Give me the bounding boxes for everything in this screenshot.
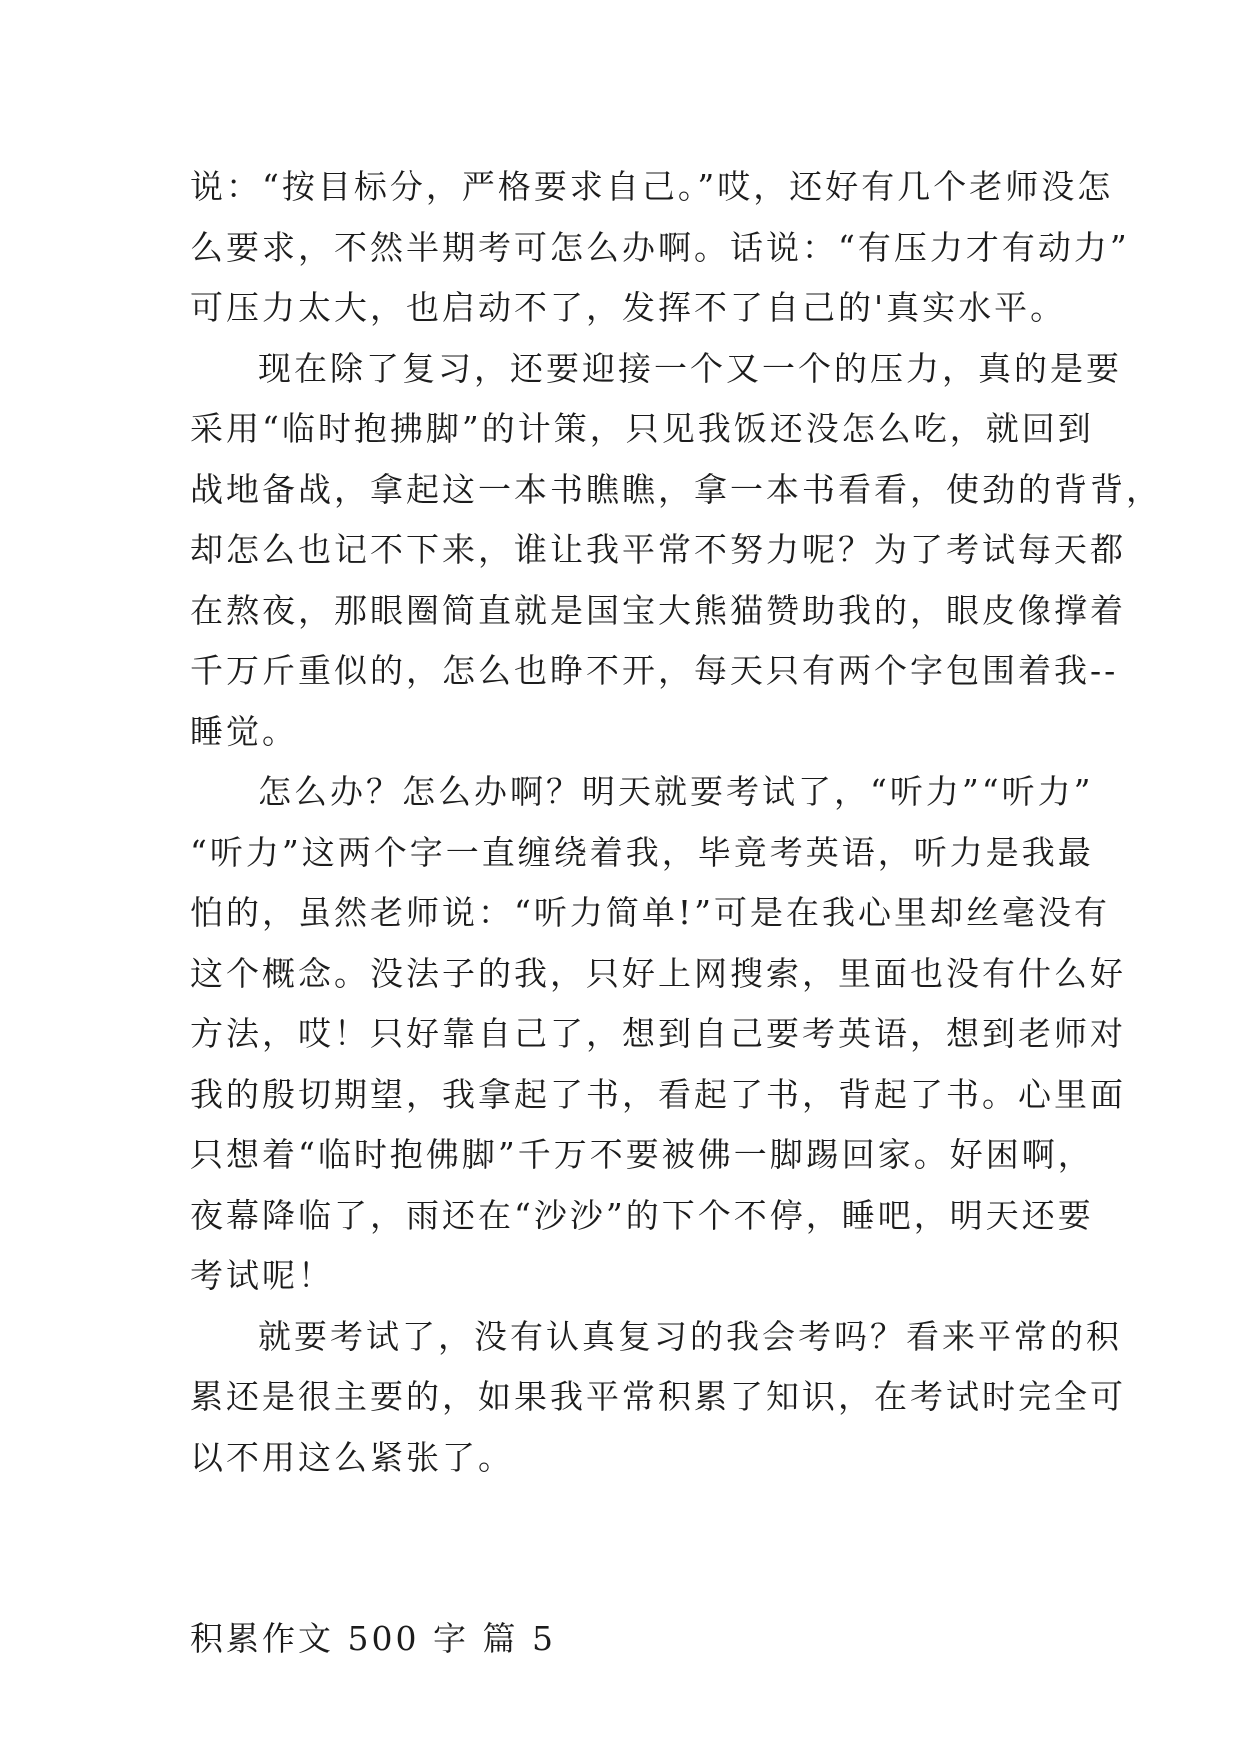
text-line: 采用“临时抱拂脚”的计策，只见我饭还没怎么吃，就回到 [190,409,1094,448]
text-line: 却怎么也记不下来，谁让我平常不努力呢？为了考试每天都 [190,530,1126,569]
text-line: 么要求，不然半期考可怎么办啊。话说：“有压力才有动力” [190,227,1130,267]
paragraph [190,339,1162,763]
text-line: 现在除了复习，还要迎接一个又一个的压力，真的是要 [258,348,1122,388]
text-line: “听力”这两个字一直缠绕着我，毕竟考英语，听力是我最 [190,832,1094,872]
paragraph-gap [190,1488,1070,1609]
text-line: 怕的，虽然老师说：“听力简单!”可是在我心里却丝毫没有 [190,893,1111,932]
text-line: 这个概念。没法子的我，只好上网搜索，里面也没有什么好 [190,953,1126,993]
text-line: 千万斤重似的，怎么也睁不开，每天只有两个字包围着我-- [190,651,1119,690]
paragraph [190,1307,1126,1489]
paragraph [190,157,1130,339]
text-line: 以不用这么紧张了。 [190,1437,514,1477]
text-line: 我的殷切期望，我拿起了书，看起了书，背起了书。心里面 [190,1074,1126,1114]
section-heading: 积累作文 500 字 篇 5 [190,1619,556,1658]
text-line: 在熬夜，那眼圈简直就是国宝大熊猫赞助我的，眼皮像撑着 [190,590,1126,630]
text-line: 只想着“临时抱佛脚”千万不要被佛一脚踢回家。好困啊， [190,1135,1094,1174]
paragraph [190,762,1126,1307]
text-line: 说：“按目标分，严格要求自己。”哎，还好有几个老师没怎 [190,167,1114,206]
text-line: 累还是很主要的，如果我平常积累了知识，在考试时完全可 [190,1377,1126,1416]
text-line: 方法，哎！只好靠自己了，想到自己要考英语，想到老师对 [190,1014,1126,1053]
text-line: 夜幕降临了，雨还在“沙沙”的下个不停，睡吧，明天还要 [190,1195,1094,1235]
text-line: 战地备战，拿起这一本书瞧瞧，拿一本书看看，使劲的背背， [190,469,1162,509]
text-line: 睡觉。 [190,711,298,751]
text-line: 可压力太大，也启动不了，发挥不了自己的'真实水平。 [190,288,1067,327]
text-line: 怎么办？怎么办啊？明天就要考试了，“听力”“听力” [258,772,1094,811]
text-line: 考试呢！ [190,1256,334,1295]
document-body [190,157,1162,1670]
text-line: 就要考试了，没有认真复习的我会考吗？看来平常的积 [258,1316,1122,1356]
